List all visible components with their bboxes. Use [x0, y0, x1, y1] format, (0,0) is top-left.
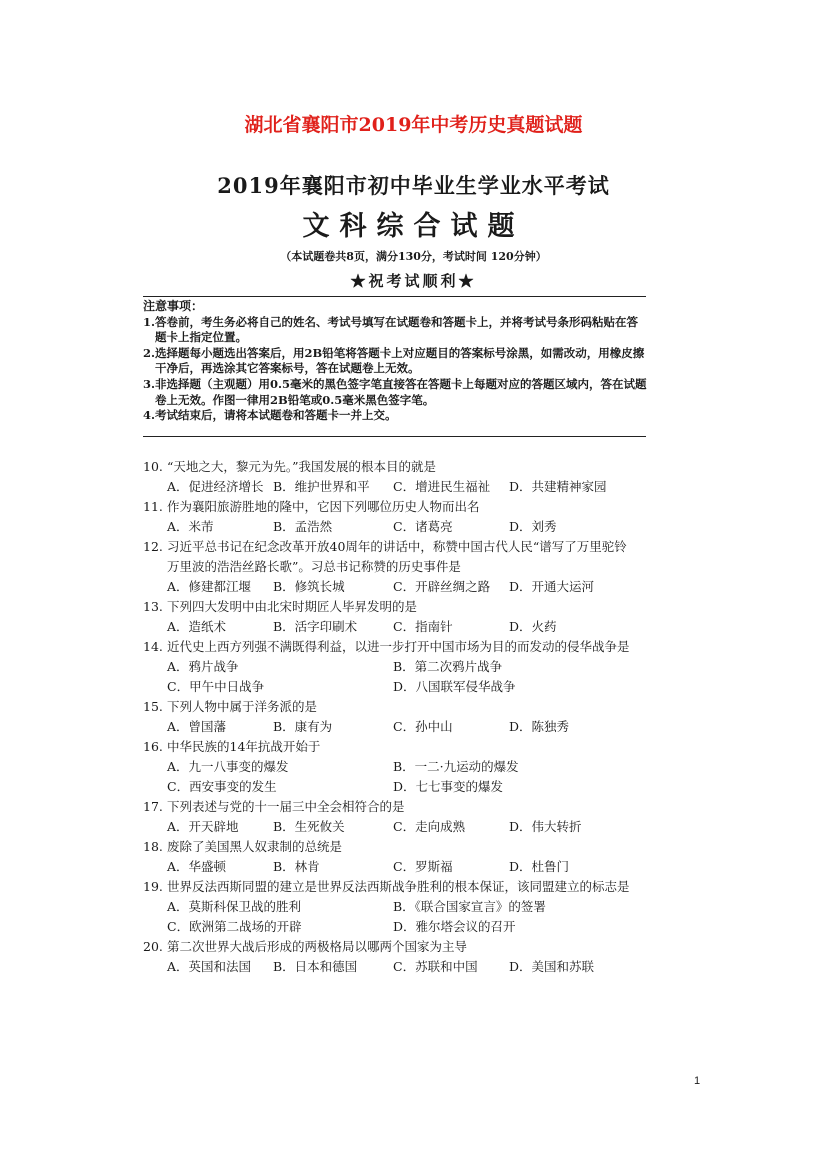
note-item	[143, 377, 648, 408]
option-d: D．杜鲁门	[509, 859, 570, 874]
note-number: 3.	[143, 376, 156, 391]
question-number: 16.	[143, 739, 163, 754]
note-number: 1.	[143, 314, 156, 329]
question-number: 17.	[143, 799, 163, 814]
option-c: C．苏联和中国	[393, 959, 478, 974]
question-10	[143, 457, 653, 497]
question-stem: 中华民族的14年抗战开始于	[167, 739, 321, 754]
note-item	[143, 408, 648, 424]
question-19	[143, 877, 653, 937]
question-number: 14.	[143, 639, 163, 654]
question-number: 18.	[143, 839, 163, 854]
question-15	[143, 697, 653, 737]
subject-title: 文科综合试题	[302, 211, 525, 242]
option-b: B．活字印刷术	[273, 619, 358, 634]
option-d: D．伟大转折	[509, 819, 582, 834]
question-12	[143, 537, 653, 597]
note-text: 非选择题（主观题）用0.5毫米的黑色签字笔直接答在答题卡上每题对应的答题区域内，答在试题卷上无效。作图一律用2B铅笔或0.5毫米黑色签字笔。	[155, 376, 647, 407]
note-number: 4.	[143, 408, 156, 423]
option-c: C．指南针	[393, 619, 453, 634]
option-a: A．开天辟地	[167, 819, 239, 834]
question-18	[143, 837, 653, 877]
option-d: D．刘秀	[509, 519, 557, 534]
question-number: 13.	[143, 599, 163, 614]
question-stem-continued: 万里波的浩浩丝路长歌”。习总书记称赞的历史事件是	[167, 559, 461, 574]
option-b: B．修筑长城	[273, 579, 345, 594]
question-number: 19.	[143, 879, 163, 894]
option-a: A．曾国藩	[167, 719, 227, 734]
question-13	[143, 597, 653, 637]
question-number: 10.	[143, 459, 163, 474]
option-b: B．《联合国家宣言》的签署	[393, 899, 546, 914]
option-c: C．西安事变的发生	[167, 779, 277, 794]
option-b: B．生死攸关	[273, 819, 345, 834]
option-c: C．诸葛亮	[393, 519, 453, 534]
option-c: C．欧洲第二战场的开辟	[167, 919, 302, 934]
question-stem: 下列人物中属于洋务派的是	[167, 699, 318, 714]
note-item	[143, 346, 648, 377]
option-b: B．林肯	[273, 859, 320, 874]
option-c: C．罗斯福	[393, 859, 453, 874]
page-number: 1	[694, 1075, 701, 1087]
option-c: C．增进民生福祉	[393, 479, 491, 494]
option-a: A．鸦片战争	[167, 659, 239, 674]
notes-heading: 注意事项：	[143, 299, 204, 313]
option-b: B．日本和德国	[273, 959, 358, 974]
option-a: A．米芾	[167, 519, 214, 534]
option-d: D．雅尔塔会议的召开	[393, 919, 516, 934]
option-a: A．修建都江堰	[167, 579, 252, 594]
question-20	[143, 937, 653, 977]
option-b: B．康有为	[273, 719, 333, 734]
question-14	[143, 637, 653, 697]
option-a: A．造纸术	[167, 619, 227, 634]
question-number: 15.	[143, 699, 163, 714]
option-d: D．八国联军侵华战争	[393, 679, 516, 694]
question-stem: 下列四大发明中由北宋时期匠人毕昇发明的是	[167, 599, 418, 614]
note-item	[143, 315, 648, 346]
option-d: D．七七事变的爆发	[393, 779, 504, 794]
question-11	[143, 497, 653, 537]
exam-info: （本试题卷共8页，满分130分，考试时间 120分钟）	[280, 250, 547, 263]
option-c: C．甲午中日战争	[167, 679, 265, 694]
question-stem: 废除了美国黑人奴隶制的总统是	[167, 839, 343, 854]
option-d: D．火药	[509, 619, 557, 634]
option-b: B．第二次鸦片战争	[393, 659, 503, 674]
option-a: A．华盛顿	[167, 859, 227, 874]
question-stem: 作为襄阳旅游胜地的隆中，它因下列哪位历史人物而出名	[167, 499, 480, 514]
question-stem: 第二次世界大战后形成的两极格局以哪两个国家为主导	[167, 939, 468, 954]
question-number: 11.	[143, 499, 163, 514]
question-list	[143, 457, 653, 977]
question-stem: 下列表述与党的十一届三中全会相符合的是	[167, 799, 405, 814]
question-stem: 世界反法西斯同盟的建立是世界反法西斯战争胜利的根本保证，该同盟建立的标志是	[167, 879, 630, 894]
option-d: D．开通大运河	[509, 579, 595, 594]
option-a: A．英国和法国	[167, 959, 252, 974]
notes-section	[143, 299, 648, 424]
notes-bottom-rule	[143, 436, 646, 437]
blessing-line: ★祝考试顺利★	[350, 272, 477, 290]
exam-title: 2019年襄阳市初中毕业生学业水平考试	[217, 173, 610, 198]
option-d: D．美国和苏联	[509, 959, 595, 974]
option-c: C．孙中山	[393, 719, 453, 734]
question-number: 20.	[143, 939, 163, 954]
option-c: C．走向成熟	[393, 819, 466, 834]
notes-top-rule	[143, 296, 646, 297]
note-text: 答卷前，考生务必将自己的姓名、考试号填写在试题卷和答题卡上，并将考试号条形码粘贴在答题卡上指定位置。	[155, 314, 638, 345]
option-c: C．开辟丝绸之路	[393, 579, 491, 594]
option-a: A．促进经济增长	[167, 479, 264, 494]
note-text: 考试结束后，请将本试题卷和答题卡一并上交。	[155, 408, 397, 423]
option-b: B．维护世界和平	[273, 479, 370, 494]
question-stem: 习近平总书记在纪念改革开放40周年的讲话中，称赞中国古代人民“谱写了万里驼铃	[167, 539, 627, 554]
question-17	[143, 797, 653, 837]
question-16	[143, 737, 653, 797]
question-stem: 近代史上西方列强不满既得利益，以进一步打开中国市场为目的而发动的侵华战争是	[167, 639, 630, 654]
note-text: 选择题每小题选出答案后，用2B铅笔将答题卡上对应题目的答案标号涂黑，如需改动，用橡皮擦干净后，再选涂其它答案标号，答在试题卷上无效。	[155, 345, 645, 376]
option-a: A．莫斯科保卫战的胜利	[167, 899, 302, 914]
option-b: B．孟浩然	[273, 519, 333, 534]
option-d: D．陈独秀	[509, 719, 570, 734]
document-title: 湖北省襄阳市2019年中考历史真题试题	[244, 114, 583, 136]
option-a: A．九一八事变的爆发	[167, 759, 289, 774]
note-number: 2.	[143, 345, 156, 360]
question-number: 12.	[143, 539, 163, 554]
option-d: D．共建精神家园	[509, 479, 607, 494]
question-stem: “天地之大，黎元为先。”我国发展的根本目的就是	[167, 459, 437, 474]
option-b: B．一二·九运动的爆发	[393, 759, 519, 774]
